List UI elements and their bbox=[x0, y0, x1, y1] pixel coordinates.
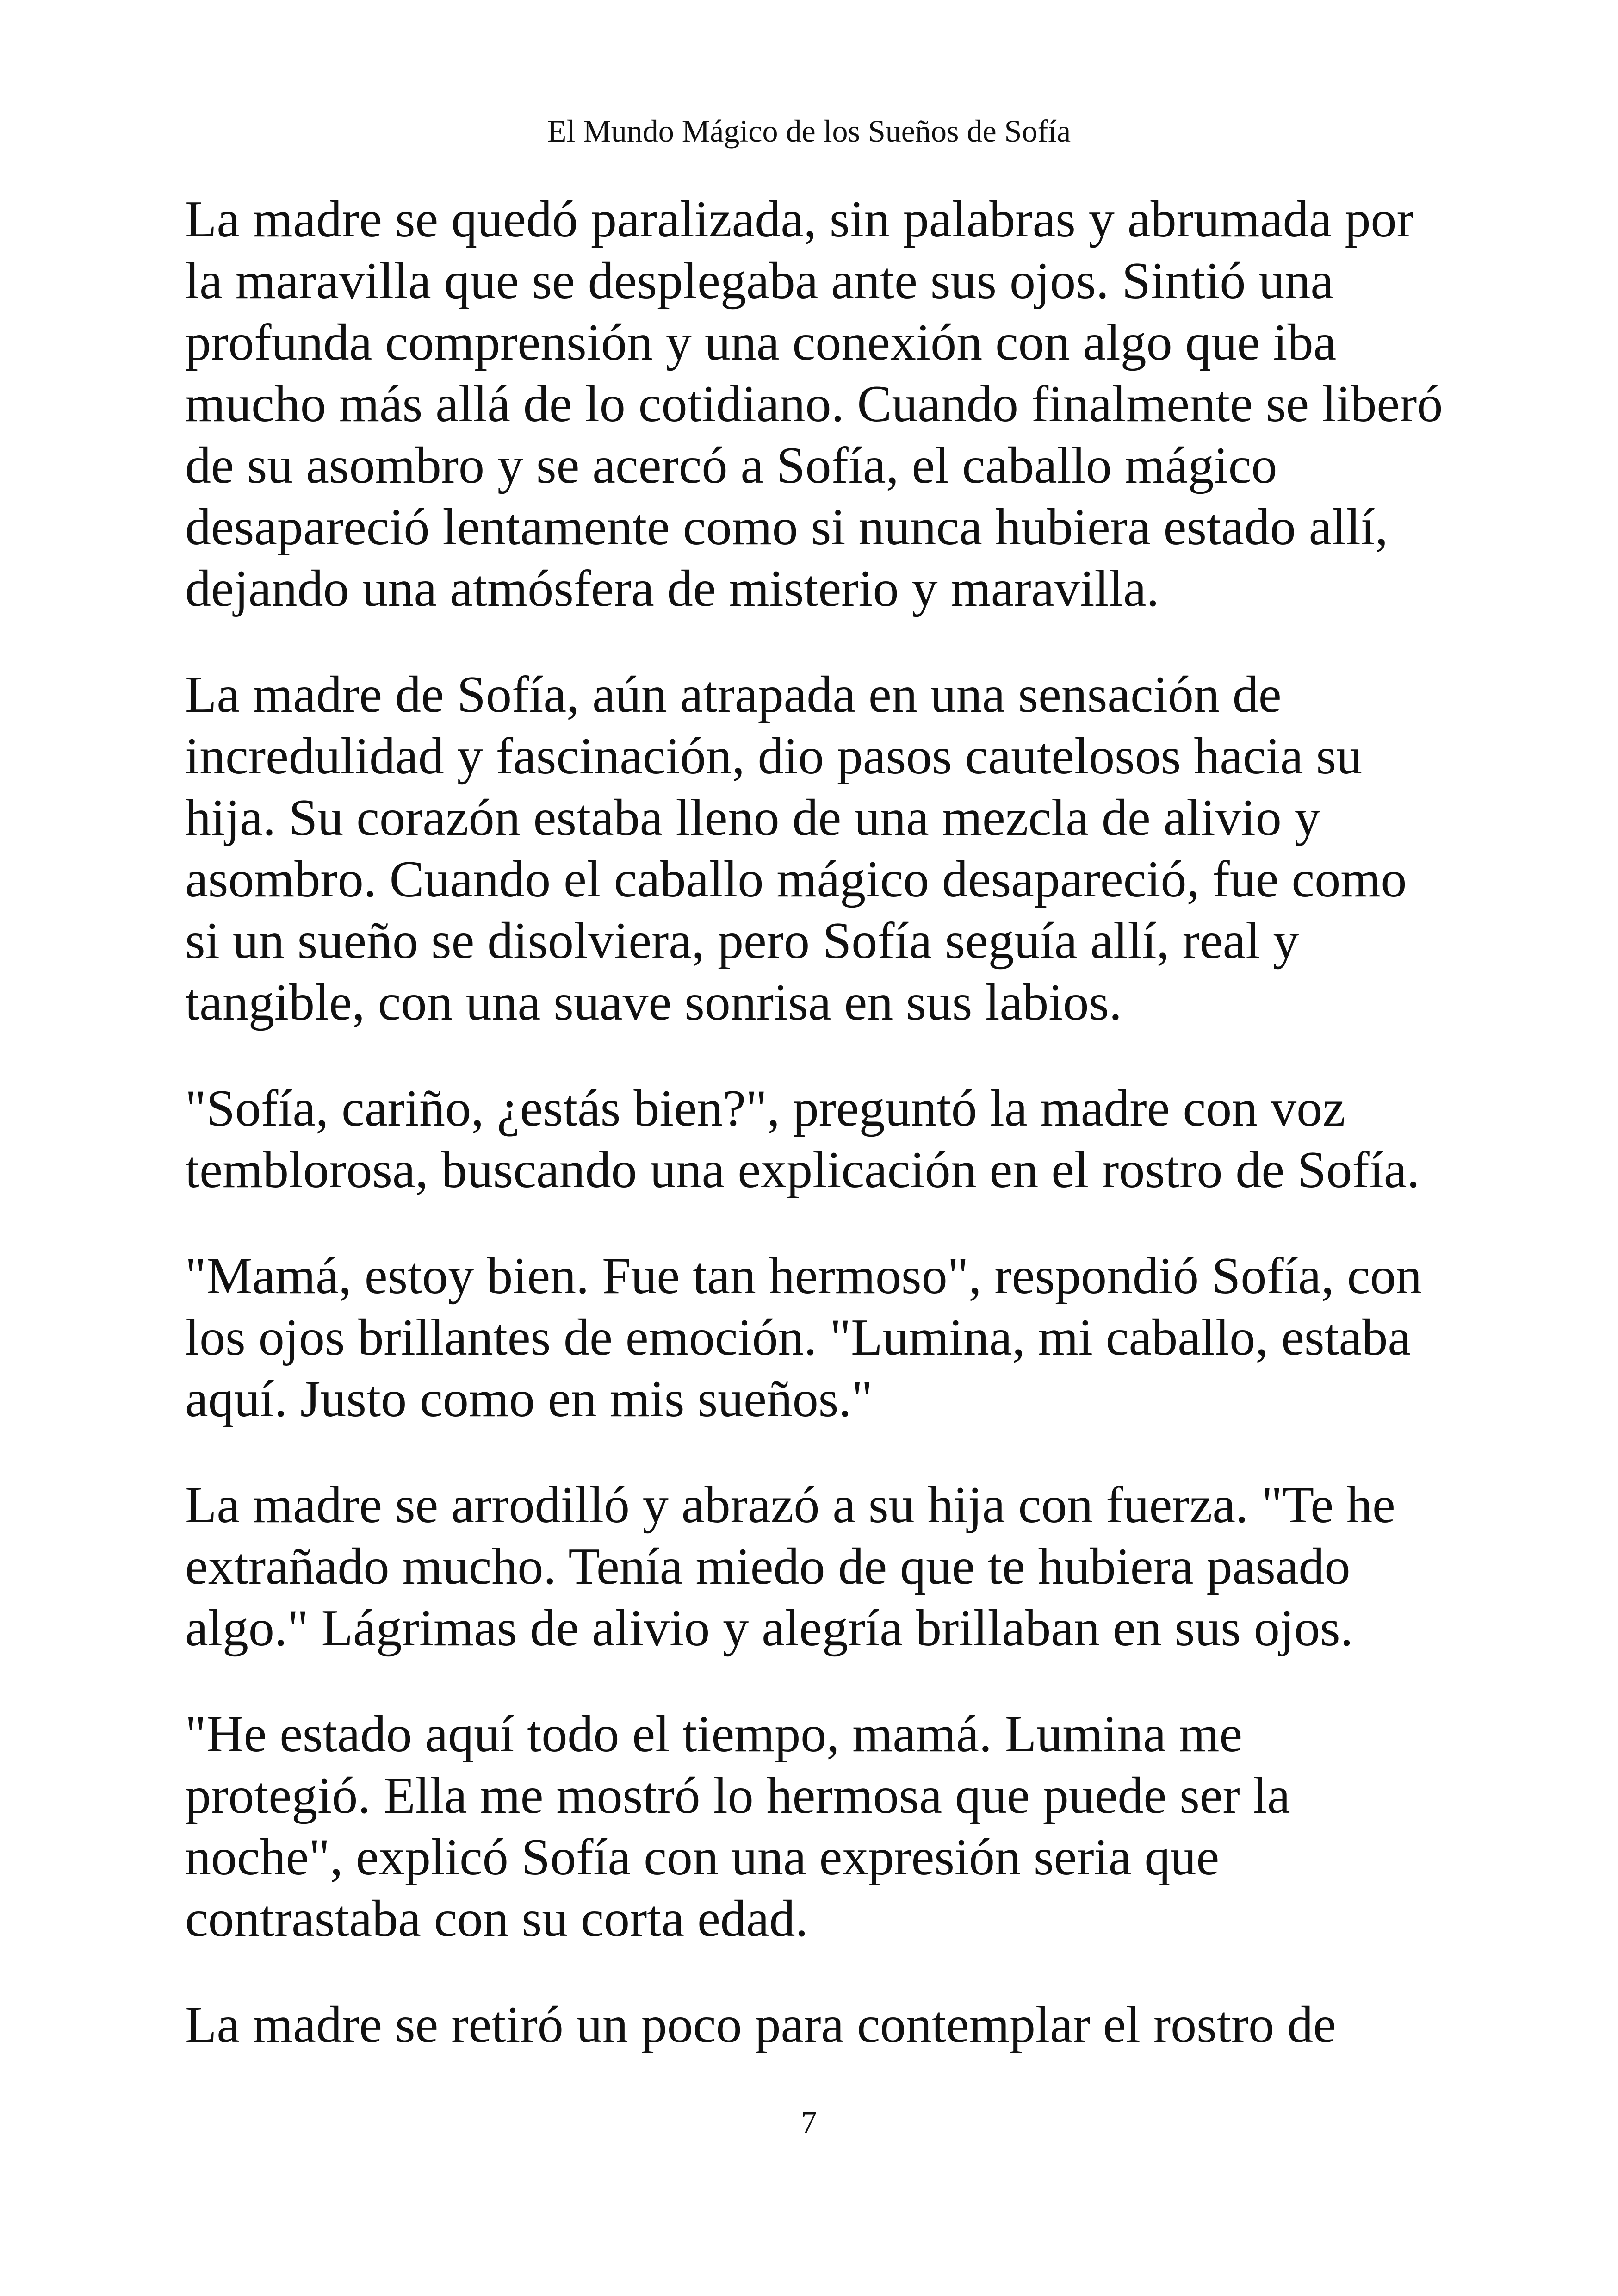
running-header: El Mundo Mágico de los Sueños de Sofía bbox=[547, 113, 1071, 149]
text-line: la maravilla que se desplegaba ante sus ojos. Sintió una bbox=[185, 252, 1334, 310]
text-line: La madre se retiró un poco para contemplar el rostro de bbox=[185, 1996, 1336, 2053]
text-line: extrañado mucho. Tenía miedo de que te hubiera pasado bbox=[185, 1538, 1351, 1595]
paragraph-7 bbox=[185, 1994, 1471, 2056]
text-line: mucho más allá de lo cotidiano. Cuando finalmente se liberó bbox=[185, 375, 1443, 433]
text-line: profunda comprensión y una conexión con algo que iba bbox=[185, 314, 1337, 371]
text-line: protegió. Ella me mostró lo hermosa que puede ser la bbox=[185, 1767, 1290, 1824]
text-line: los ojos brillantes de emoción. "Lumina, mi caballo, estaba bbox=[185, 1309, 1411, 1366]
text-line: La madre se quedó paralizada, sin palabras y abrumada por bbox=[185, 191, 1414, 248]
paragraph-5 bbox=[185, 1475, 1471, 1659]
paragraph-1 bbox=[185, 189, 1471, 620]
paragraph-3 bbox=[185, 1078, 1471, 1201]
text-line: asombro. Cuando el caballo mágico desapareció, fue como bbox=[185, 851, 1407, 908]
text-line: La madre se arrodilló y abrazó a su hija con fuerza. "Te he bbox=[185, 1476, 1395, 1534]
paragraph-6 bbox=[185, 1704, 1471, 1950]
text-line: algo." Lágrimas de alivio y alegría brillaban en sus ojos. bbox=[185, 1599, 1353, 1657]
text-line: incredulidad y fascinación, dio pasos cautelosos hacia su bbox=[185, 728, 1363, 785]
text-line: temblorosa, buscando una explicación en el rostro de Sofía. bbox=[185, 1141, 1420, 1199]
text-line: La madre de Sofía, aún atrapada en una sensación de bbox=[185, 666, 1282, 723]
text-line: si un sueño se disolviera, pero Sofía seguía allí, real y bbox=[185, 912, 1299, 970]
paragraph-4 bbox=[185, 1245, 1471, 1430]
text-line: "Mamá, estoy bien. Fue tan hermoso", respondió Sofía, con bbox=[185, 1247, 1422, 1305]
paragraph-2 bbox=[185, 664, 1471, 1033]
text-line: "Sofía, cariño, ¿estás bien?", preguntó la madre con voz bbox=[185, 1080, 1345, 1137]
text-line: "He estado aquí todo el tiempo, mamá. Lumina me bbox=[185, 1705, 1243, 1763]
text-line: tangible, con una suave sonrisa en sus labios. bbox=[185, 974, 1122, 1031]
text-line: aquí. Justo como en mis sueños." bbox=[185, 1370, 873, 1428]
text-line: hija. Su corazón estaba lleno de una mezcla de alivio y bbox=[185, 789, 1320, 846]
text-line: noche", explicó Sofía con una expresión seria que bbox=[185, 1829, 1220, 1886]
text-line: desapareció lentamente como si nunca hubiera estado allí, bbox=[185, 498, 1388, 556]
page-number: 7 bbox=[801, 2104, 817, 2140]
body-text bbox=[185, 189, 1471, 2056]
text-line: de su asombro y se acercó a Sofía, el caballo mágico bbox=[185, 437, 1277, 494]
text-line: dejando una atmósfera de misterio y maravilla. bbox=[185, 560, 1159, 617]
text-line: contrastaba con su corta edad. bbox=[185, 1890, 808, 1948]
